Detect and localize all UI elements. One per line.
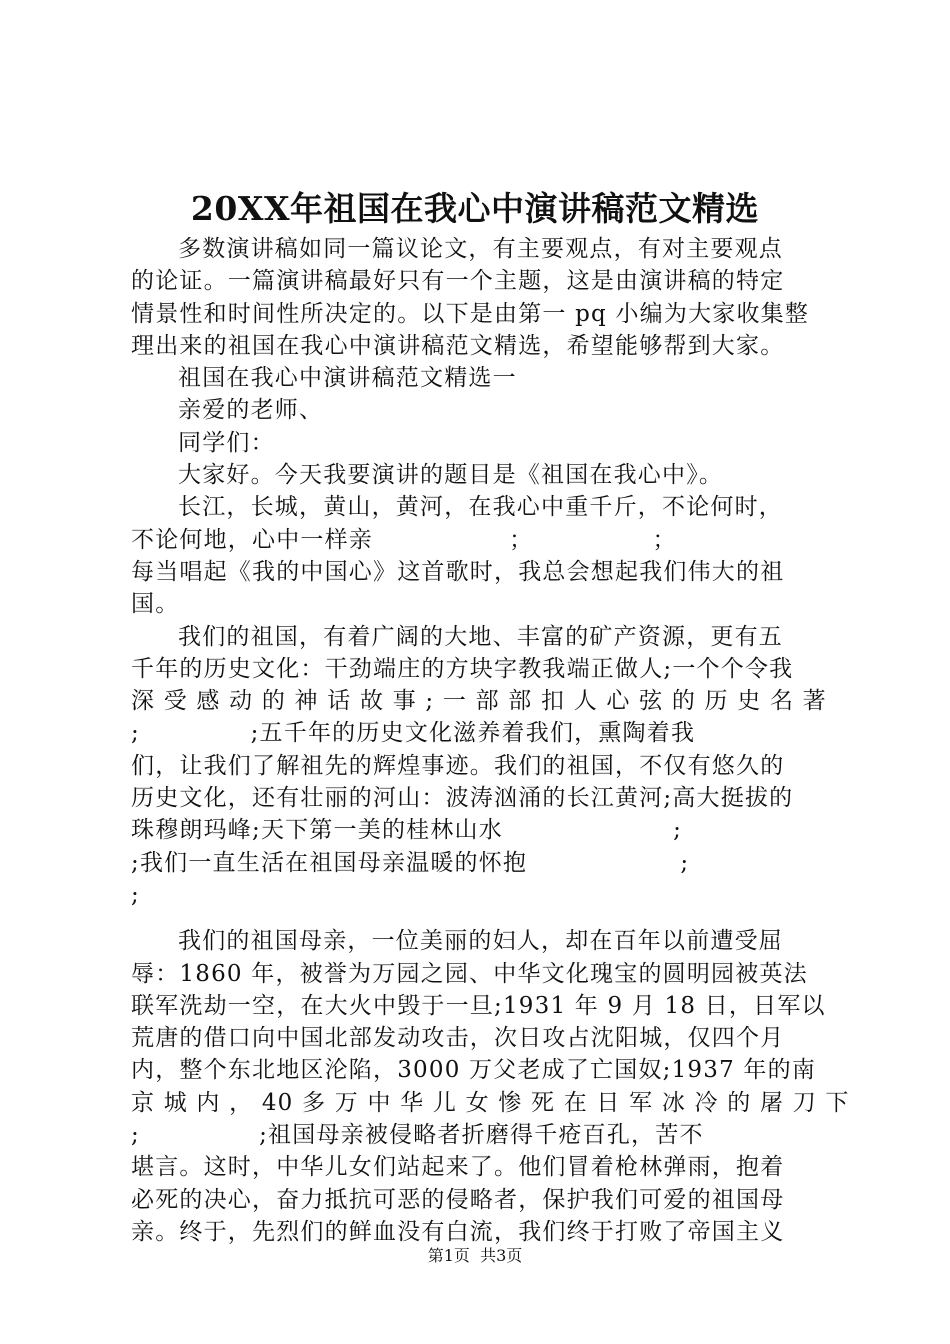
- paragraph-line: 情景性和时间性所决定的。以下是由第一 pq 小编为大家收集整: [131, 300, 810, 327]
- paragraph-line: 大家好。今天我要演讲的题目是《祖国在我心中》。: [178, 462, 724, 489]
- paragraph-line: 多数演讲稿如同一篇议论文，有主要观点，有对主要观点: [178, 236, 783, 262]
- paragraph-line: 千年的历史文化：干劲端庄的方块字教我端正做人;一个个令我: [131, 655, 794, 682]
- paragraph-line: 京 城 内 ， 40 多 万 中 华 儿 女 惨 死 在 日 军 冰 冷 的 屠 刀 下: [131, 1089, 850, 1116]
- paragraph-line: 珠穆朗玛峰;天下第一美的桂林山水 ;: [131, 817, 683, 844]
- paragraph-line: 历史文化，还有壮丽的河山：波涛汹涌的长江黄河;高大挺拔的: [131, 785, 794, 812]
- paragraph-line: 们，让我们了解祖先的辉煌事迹。我们的祖国，不仅有悠久的: [131, 752, 785, 779]
- document-title: 20XX年祖国在我心中演讲稿范文精选: [190, 189, 760, 228]
- salutation-line: 同学们：: [178, 429, 275, 456]
- paragraph-line: 国。: [131, 591, 180, 618]
- paragraph-line: 每当唱起《我的中国心》这首歌时，我总会想起我们伟大的祖: [131, 558, 785, 585]
- paragraph-line: 理出来的祖国在我心中演讲稿范文精选，希望能够帮到大家。: [131, 332, 785, 359]
- paragraph-line: 深 受 感 动 的 神 话 故 事 ; 一 部 部 扣 人 心 弦 的 历 史 名 著: [131, 688, 827, 715]
- paragraph-line: ;我们一直生活在祖国母亲温暖的怀抱 ;: [131, 849, 690, 876]
- document-body: [131, 233, 850, 1248]
- paragraph-line: 内，整个东北地区沦陷，3000 万父老成了亡国奴;1937 年的南: [131, 1057, 817, 1084]
- paragraph-line: 亲。终于，先烈们的鲜血没有白流，我们终于打败了帝国主义: [131, 1218, 785, 1245]
- paragraph-line: 联军洗劫一空，在大火中毁于一旦;1931 年 9 月 18 日，日军以: [131, 992, 826, 1019]
- paragraph-line: 长江，长城，黄山，黄河，在我心中重千斤，不论何时，: [178, 494, 783, 521]
- paragraph-line: 我们的祖国母亲，一位美丽的妇人，却在百年以前遭受屈: [178, 928, 783, 955]
- paragraph-line: 堪言。这时，中华儿女们站起来了。他们冒着枪林弹雨，抱着: [131, 1154, 785, 1181]
- page-footer: [0, 1245, 950, 1267]
- page-number: 第1页 共3页: [427, 1246, 523, 1265]
- salutation-line: 亲爱的老师、: [178, 397, 324, 424]
- paragraph-line: ;: [131, 881, 140, 908]
- paragraph-line: 辱：1860 年，被誉为万园之园、中华文化瑰宝的圆明园被英法: [131, 960, 808, 987]
- paragraph-line: 不论何地，心中一样亲 ； ；: [131, 526, 677, 553]
- paragraph-line: 必死的决心，奋力抵抗可恶的侵略者，保护我们可爱的祖国母: [131, 1186, 785, 1213]
- paragraph-line: ; ;五千年的历史文化滋养着我们，熏陶着我: [131, 720, 696, 747]
- paragraph-line: 的论证。一篇演讲稿最好只有一个主题，这是由演讲稿的特定: [131, 268, 785, 295]
- section-heading: 祖国在我心中演讲稿范文精选一: [178, 365, 517, 392]
- paragraph-line: 我们的祖国，有着广阔的大地、丰富的矿产资源，更有五: [178, 623, 783, 650]
- paragraph-line: ; ;祖国母亲被侵略者折磨得千疮百孔，苦不: [131, 1122, 704, 1149]
- paragraph-line: 荒唐的借口向中国北部发动攻击，次日攻占沈阳城，仅四个月: [131, 1025, 785, 1052]
